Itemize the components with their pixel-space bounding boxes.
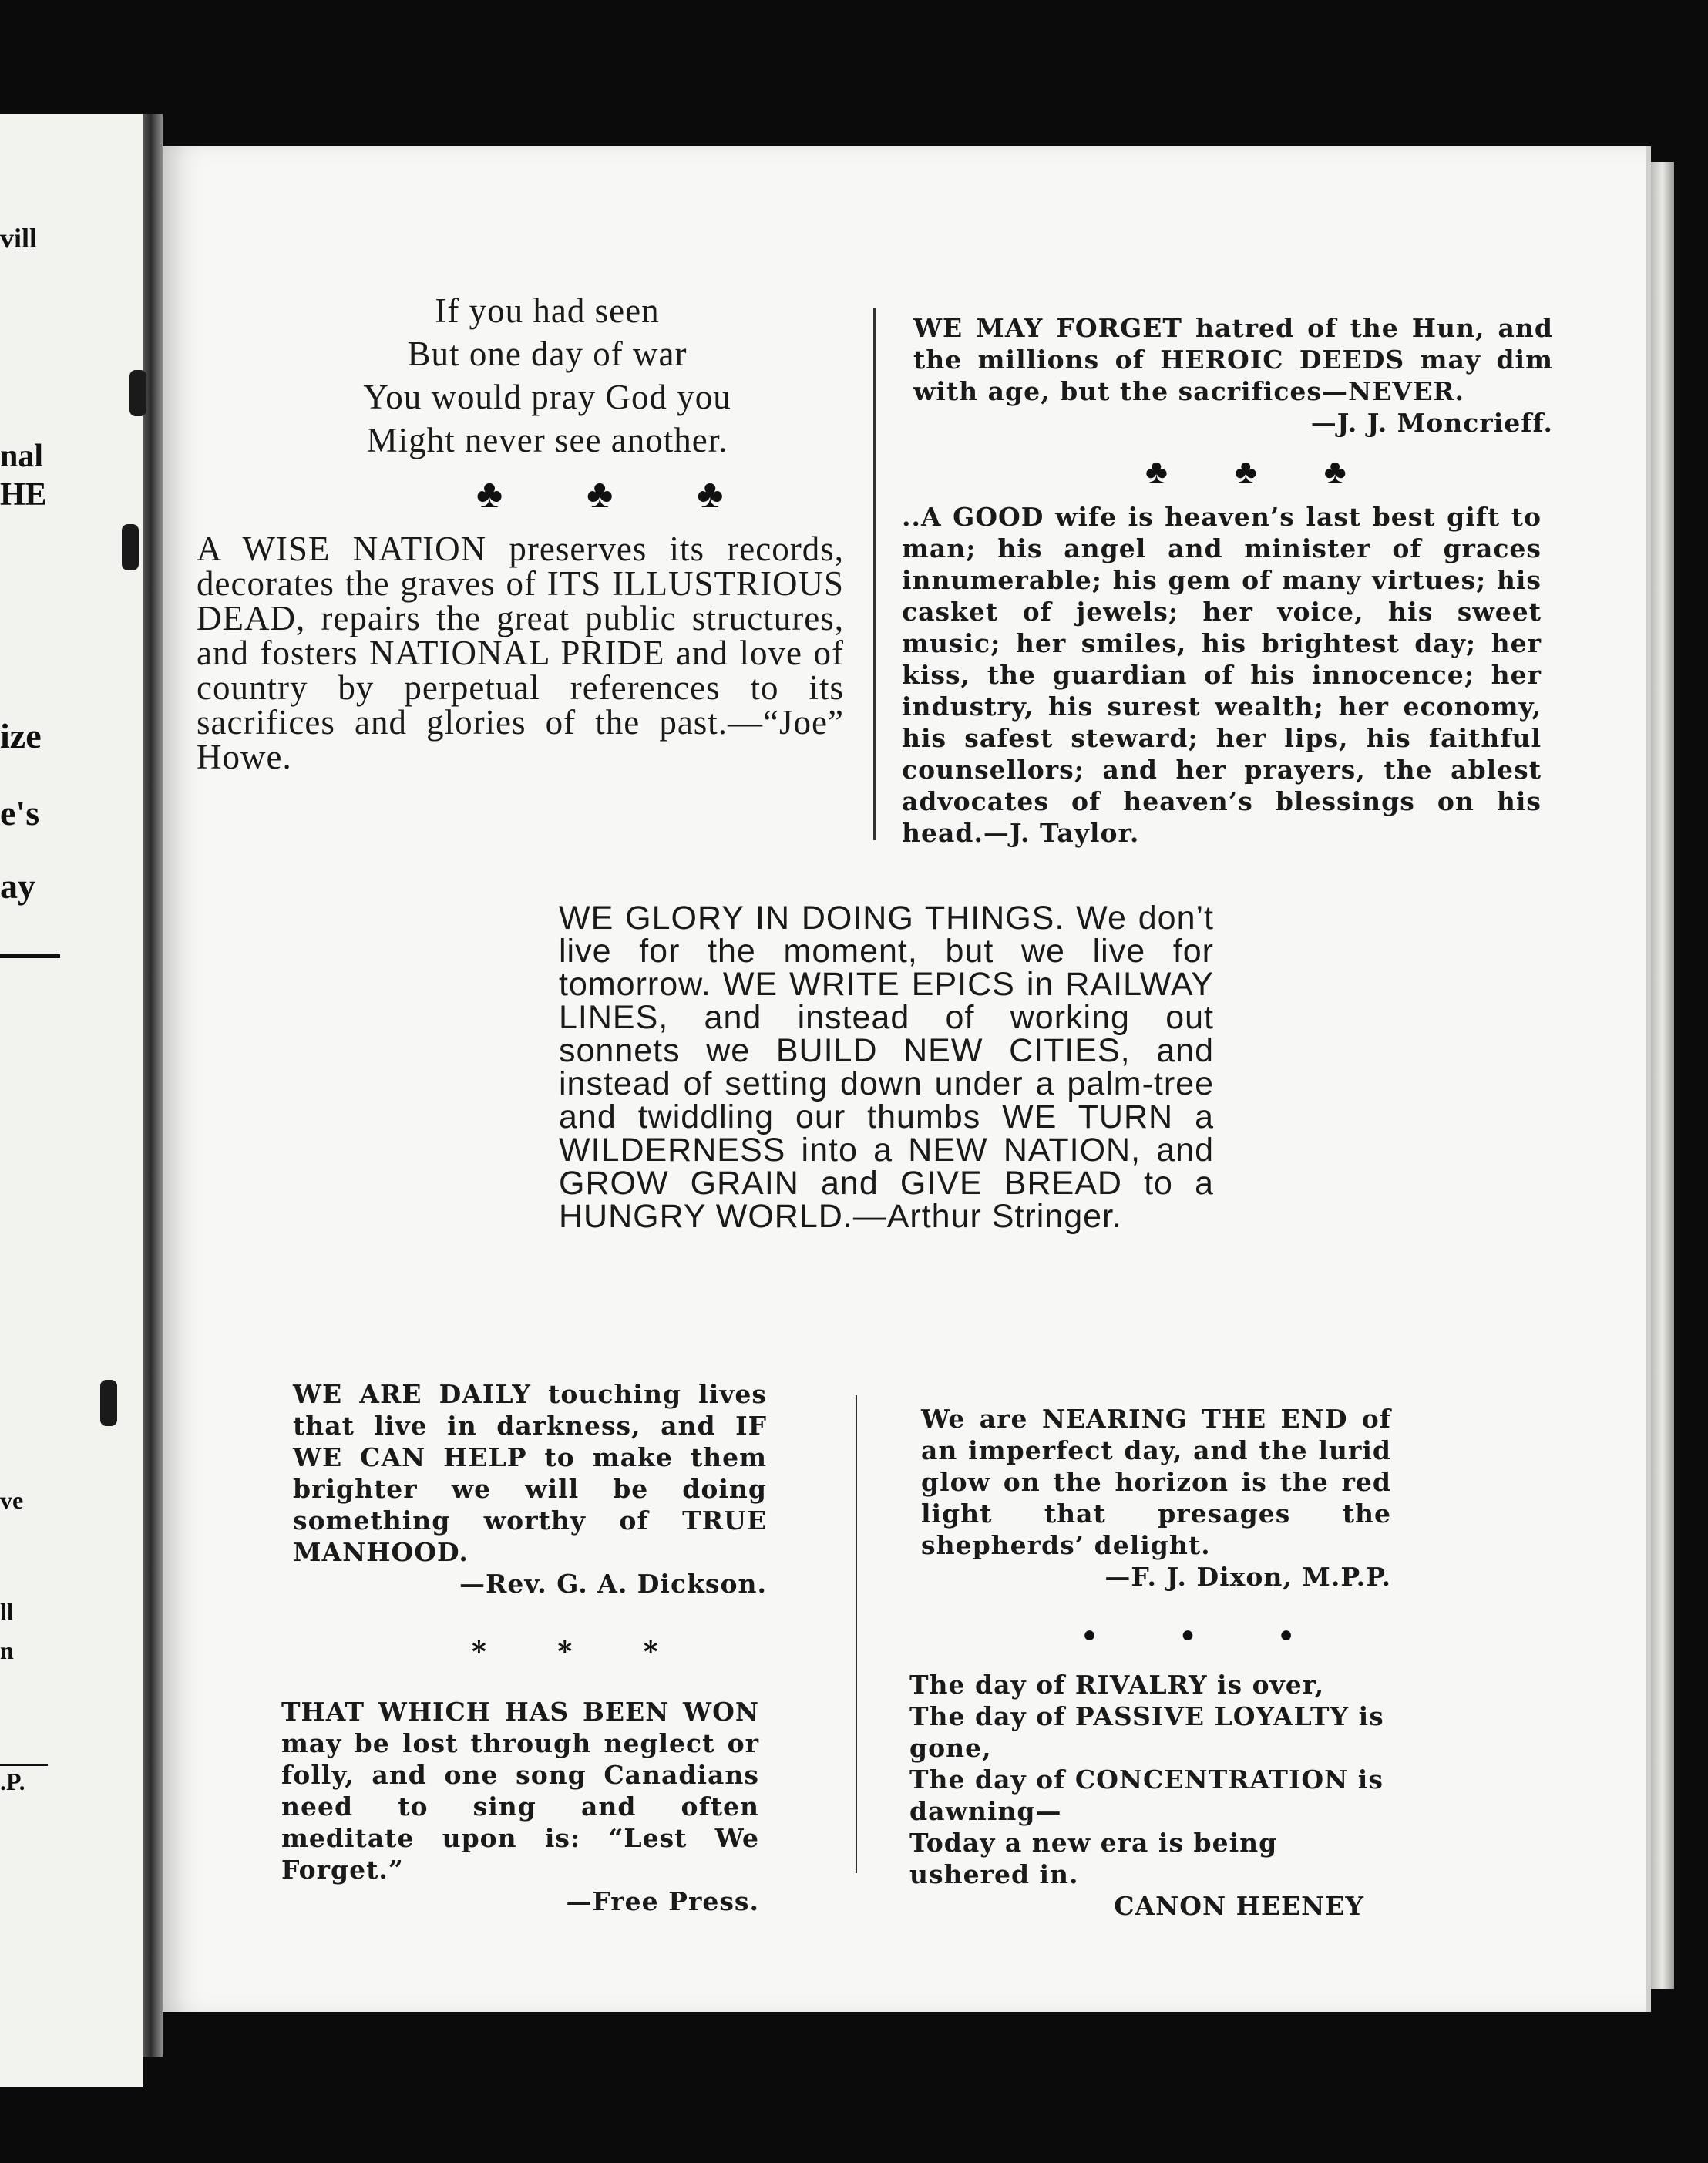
glory-quote: WE GLORY IN DOING THINGS. We don’t live for the moment, but we live for tomorrow. WE WRITE EPICS in RAILWAY LINES, and instead of working out sonnets we BUILD NEW CITIES, and instead of setting down under a palm-tree and twiddling our thumbs WE TURN a WILDERNESS into a NEW NATION, and GROW GRAIN and GIVE BREAD to a HUNGRY WORLD.—Arthur Stringer. [559,900,1214,1235]
left-rule [0,954,60,958]
dixon-quote [921,1403,1391,1593]
binding-stitch [122,524,139,570]
binding-stitch [100,1380,117,1426]
moncrieff-quote [913,312,1553,439]
dickson-quote [293,1378,767,1600]
column-rule [856,1395,857,1873]
left-fragment: vill [0,223,38,254]
dixon-attribution: —F. J. Dixon, M.P.P. [1104,1562,1391,1592]
heeney-attribution: CANON HEENEY [1114,1891,1364,1921]
poem-line: Might never see another. [366,421,728,459]
moncrieff-attribution: —J. J. Moncrieff. [1310,408,1553,438]
heeney-quote [909,1669,1387,1922]
good-wife-quote: ..A GOOD wife is heaven’s last best gift to man; his angel and minister of graces innumerable; his gem of many virtues; his casket of jewels; her voice, his sweet music; her smiles, his brightest day; her kiss, the guardian of his innocence; her industry, his surest wealth; her economy, his safest steward; her lips, his faithful counsellors; and her prayers, the ablest advocates of heaven’s blessings on his head.—J. Taylor. [902,502,1542,848]
left-fragment: .P. [0,1768,25,1795]
star-separator: * * * [472,1636,689,1668]
free-press-text: THAT WHICH HAS BEEN WON may be lost through neglect or folly, and one song Canadians need to sing and often meditate upon is: “Lest We Forget.” [281,1697,759,1885]
heeney-line: The day of PASSIVE LOYALTY is gone, [909,1701,1384,1763]
heeney-line: The day of CONCENTRATION is dawning— [909,1764,1384,1826]
poem-line: If you had seen [435,291,660,330]
left-fragment: e's [0,793,40,833]
left-fragment: ize [0,716,42,755]
left-fragment: nal [0,439,44,474]
left-rule [0,1764,48,1766]
heeney-line: Today a new era is being ushered in. [909,1828,1278,1889]
left-fragment: n [0,1637,14,1664]
dot-separator: • • • [1081,1620,1331,1653]
poem-line: You would pray God you [363,378,731,416]
free-press-attribution: —Free Press. [566,1886,759,1916]
poem-line: But one day of war [407,335,688,373]
moncrieff-text: WE MAY FORGET hatred of the Hun, and the millions of HEROIC DEEDS may dim with age, but the sacrifices—NEVER. [913,313,1553,406]
clover-ornament: ♣ ♣ ♣ [476,473,761,516]
wise-nation-quote: A WISE NATION preserves its records, decorates the graves of ITS ILLUSTRIOUS DEAD, repairs the great public structures, and fosters NATIONAL PRIDE and love of country by perpetual references to its sacrifices and glories of the past.—“Joe” Howe. [197,530,844,776]
left-page [0,114,143,2087]
left-fragment: ve [0,1486,24,1514]
clover-ornament: ♣ ♣ ♣ [1145,452,1376,490]
left-fragment: HE [0,477,47,513]
left-fragment: ll [0,1598,14,1626]
war-poem [254,289,840,462]
free-press-quote [281,1696,759,1917]
dickson-attribution: —Rev. G. A. Dickson. [459,1569,767,1599]
page-edge [1651,162,1674,1989]
dixon-text: We are NEARING THE END of an imperfect day, and the lurid glow on the horizon is the red light that presages the shepherds’ delight. [921,1404,1391,1560]
binding-stitch [129,370,146,416]
heeney-line: The day of RIVALRY is over, [909,1670,1325,1700]
column-rule [873,308,876,840]
left-fragment: ay [0,866,35,906]
dickson-text: WE ARE DAILY touching lives that live in darkness, and IF WE CAN HELP to make them brighter we will be doing something worthy of TRUE MANHOOD. [293,1379,767,1567]
